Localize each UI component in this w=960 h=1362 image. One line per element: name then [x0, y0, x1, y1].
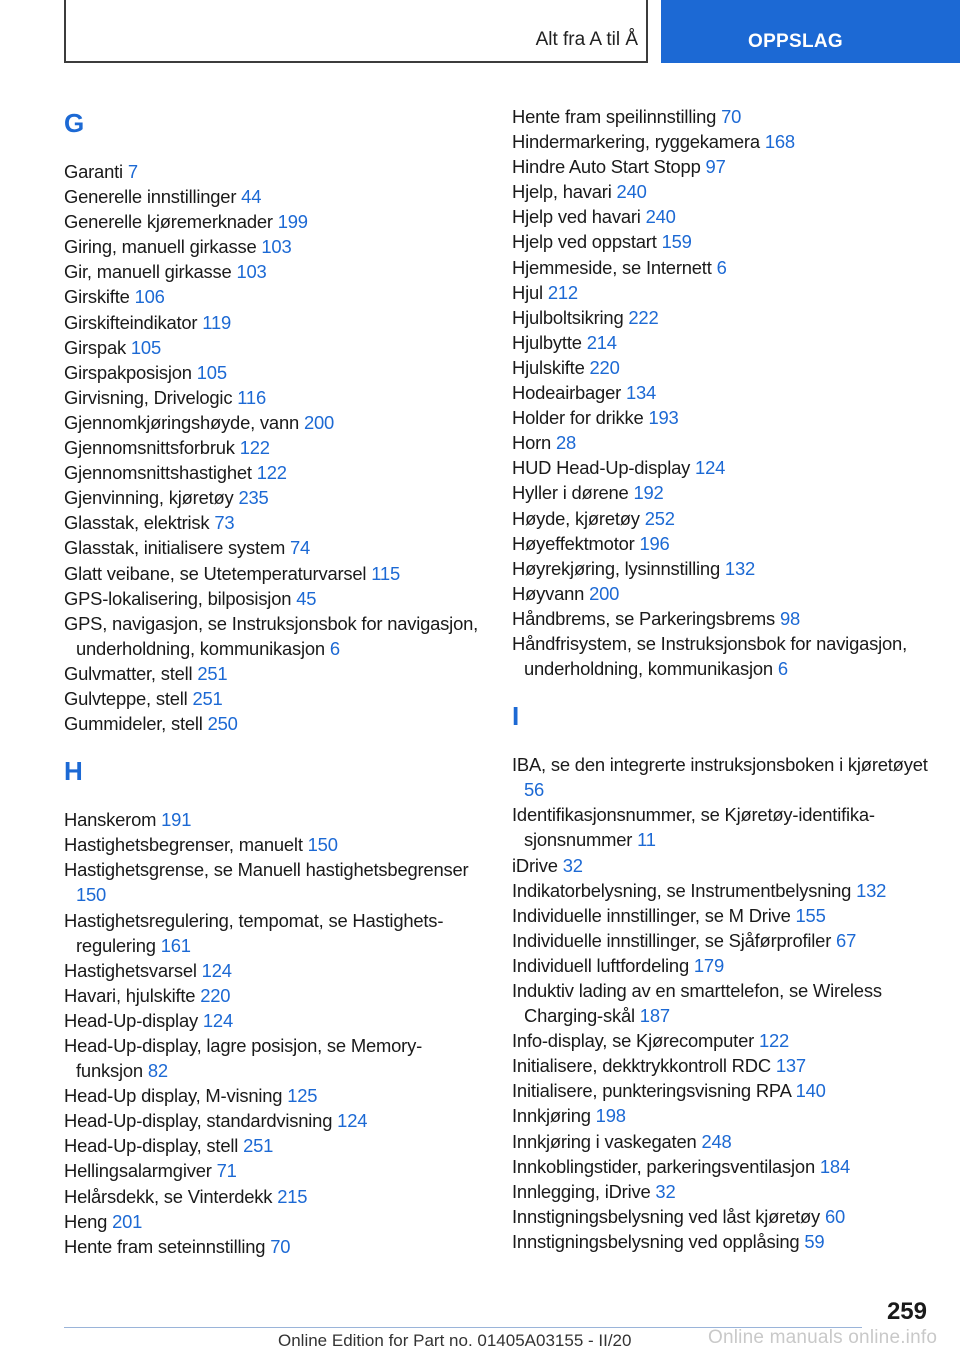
index-entry-text: Head-Up-display, standardvisning — [64, 1110, 333, 1132]
index-entry — [512, 1103, 930, 1128]
index-entry-text: Horn — [512, 432, 552, 454]
index-entry — [64, 1158, 482, 1183]
index-entry — [512, 1129, 930, 1154]
index-entry-text: Info-display, se Kjørecomputer — [512, 1030, 755, 1052]
index-entry — [64, 1234, 482, 1259]
index-entry-text: Høyeffektmotor — [512, 532, 635, 554]
index-entry — [512, 752, 930, 802]
page-reference-link[interactable]: 137 — [775, 1055, 806, 1077]
index-entry — [64, 435, 482, 460]
index-entry — [512, 953, 930, 978]
page-reference-link[interactable]: 214 — [586, 331, 617, 353]
index-entry-text: Giring, manuell girkasse — [64, 236, 257, 258]
page-reference-link[interactable]: 6 — [777, 658, 788, 680]
page-reference-link[interactable]: 199 — [277, 211, 308, 233]
index-entry — [512, 1229, 930, 1254]
index-entry — [64, 284, 482, 309]
page-reference-link[interactable]: 115 — [371, 562, 400, 584]
page-reference-link[interactable]: 240 — [645, 206, 676, 228]
page-reference-link[interactable]: 155 — [795, 904, 826, 926]
index-entry-text: Glatt veibane, se Utetemperaturvarsel — [64, 562, 367, 584]
page-reference-link[interactable]: 71 — [216, 1160, 237, 1182]
index-entry — [512, 978, 930, 1028]
index-entry-text: Hjul — [512, 281, 543, 303]
page-reference-link[interactable]: 105 — [196, 361, 227, 383]
index-entry-text: Girvisning, Drivelogic — [64, 386, 233, 408]
page-reference-link[interactable]: 200 — [589, 582, 620, 604]
index-entry-text: Hindre Auto Start Stopp — [512, 156, 701, 178]
page-reference-link[interactable]: 59 — [804, 1230, 825, 1252]
index-entry — [512, 330, 930, 355]
index-entry-text: Hjulbytte — [512, 331, 582, 353]
page-reference-link[interactable]: 161 — [160, 934, 191, 956]
index-entry-text: Gulvteppe, stell — [64, 687, 188, 709]
page-reference-link[interactable]: 6 — [716, 256, 727, 278]
index-entry — [64, 535, 482, 560]
index-entry-text: Gummideler, stell — [64, 713, 203, 735]
index-entry-text: Gjenvinning, kjøretøy — [64, 487, 234, 509]
page-reference-link[interactable]: 105 — [130, 336, 161, 358]
index-entry-text: Individuelle innstillinger, se Sjåførprofiler — [512, 929, 832, 951]
index-entry-text: Individuelle innstillinger, se M Drive — [512, 904, 791, 926]
page-reference-link[interactable]: 7 — [127, 161, 138, 182]
index-entry-text: Håndbrems, se Parkeringsbrems — [512, 607, 776, 629]
index-entry — [64, 1083, 482, 1108]
page-reference-link[interactable]: 132 — [724, 557, 756, 579]
index-entry-text: Hindermarkering, ryggekamera — [512, 131, 760, 153]
index-entry — [64, 410, 482, 435]
index-entry-text: GPS-lokalisering, bilposisjon — [64, 587, 292, 609]
index-entry-text: Initialisere, dekktrykkontroll RDC — [512, 1055, 771, 1077]
index-entry — [64, 686, 482, 711]
index-entry-text: Hjelp, havari — [512, 181, 612, 203]
index-entry-text: Hente fram seteinnstilling — [64, 1235, 266, 1257]
page-reference-link[interactable]: 70 — [721, 106, 742, 127]
page-reference-link[interactable]: 215 — [277, 1185, 308, 1207]
page-reference-link[interactable]: 74 — [290, 537, 311, 559]
index-entry — [512, 204, 930, 229]
index-entry — [512, 878, 930, 903]
index-entry-text: Hastighetsbegrenser, manuelt — [64, 834, 303, 856]
index-entry — [64, 209, 482, 234]
section-letter: I — [512, 701, 520, 732]
index-entry-text: Girskifteindikator — [64, 311, 198, 333]
index-entry — [512, 506, 930, 531]
index-entry — [512, 380, 930, 405]
page-reference-link[interactable]: 150 — [307, 834, 338, 856]
index-entry-text: Gjennomsnittsforbruk — [64, 437, 235, 459]
index-entry — [64, 1008, 482, 1033]
page-reference-link[interactable]: 122 — [239, 437, 270, 459]
index-entry-text: Gulvmatter, stell — [64, 662, 193, 684]
page-reference-link[interactable]: 159 — [661, 231, 692, 253]
page-reference-link[interactable]: 179 — [693, 954, 724, 976]
page-reference-link[interactable]: 45 — [296, 587, 317, 609]
page-reference-link[interactable]: 44 — [241, 186, 262, 208]
page-reference-link[interactable]: 98 — [779, 607, 800, 629]
index-entry — [512, 1028, 930, 1053]
index-entry-text: Hente fram speilinnstilling — [512, 106, 717, 127]
index-entry-text: Hjemmeside, se Internett — [512, 256, 712, 278]
index-entry-text: Hjulboltsikring — [512, 306, 624, 328]
index-entry-text: Girspak — [64, 336, 126, 358]
index-entry-text: Innkjøring — [512, 1105, 591, 1127]
index-entry — [64, 661, 482, 686]
index-entry — [64, 1209, 482, 1234]
index-entry-text: Head-Up-display, lagre posisjon, se Memory-funksjon — [64, 1035, 422, 1082]
index-entry-text: Generelle kjøremerknader — [64, 211, 273, 233]
index-entry — [512, 606, 930, 631]
index-entry-text: Girskifte — [64, 286, 130, 308]
page-reference-link[interactable]: 212 — [547, 281, 578, 303]
index-entry-text: Head-Up-display — [64, 1009, 198, 1031]
index-entry — [512, 255, 930, 280]
index-column-right — [512, 104, 930, 1254]
index-entry-text: Hastighetsregulering, tempomat, se Hastighetsregulering — [64, 909, 444, 956]
page-reference-link[interactable]: 119 — [202, 311, 231, 333]
index-entry-text: Head-Up display, M-visning — [64, 1085, 283, 1107]
page-reference-link[interactable]: 201 — [112, 1210, 143, 1232]
page-reference-link[interactable]: 124 — [201, 959, 232, 981]
index-entry-text: Gir, manuell girkasse — [64, 261, 232, 283]
index-entry — [512, 129, 930, 154]
section-letter: G — [64, 108, 85, 138]
section-letter: H — [64, 756, 83, 787]
page-reference-link[interactable]: 28 — [555, 432, 577, 454]
index-entry — [64, 485, 482, 510]
page-reference-link[interactable]: 134 — [625, 382, 657, 404]
index-entry — [64, 958, 482, 983]
index-entry-text: Høyrekjøring, lysinnstilling — [512, 557, 720, 579]
page-reference-link[interactable]: 240 — [616, 181, 647, 203]
index-entry — [64, 1108, 482, 1133]
page-reference-link[interactable]: 116 — [237, 386, 266, 408]
index-entry — [64, 1033, 482, 1083]
index-entry-text: Innstigningsbelysning ved låst kjøretøy — [512, 1205, 821, 1227]
index-entry-text: Høyvann — [512, 582, 585, 604]
index-entry — [512, 154, 930, 179]
index-entry-text: Høyde, kjøretøy — [512, 507, 640, 529]
index-entry — [512, 581, 930, 606]
page-reference-link[interactable]: 248 — [701, 1130, 732, 1152]
page-reference-link[interactable]: 140 — [795, 1080, 826, 1102]
index-entry-text: Innkoblingstider, parkeringsventilasjon — [512, 1155, 815, 1177]
index-entry — [64, 234, 482, 259]
index-entry-text: Heng — [64, 1210, 108, 1232]
page-reference-link[interactable]: 222 — [628, 306, 659, 328]
page-reference-link[interactable]: 251 — [197, 662, 228, 684]
index-entry — [512, 104, 930, 129]
index-entry — [512, 1053, 930, 1078]
page-reference-link[interactable]: 73 — [214, 512, 235, 534]
index-entry-text: iDrive — [512, 854, 558, 876]
index-entry — [512, 480, 930, 505]
index-entry-text: Holder for drikke — [512, 407, 644, 429]
index-entry — [64, 983, 482, 1008]
index-entry-text: IBA, se den integrerte instruksjonsboken i kjøretøyet — [512, 754, 928, 776]
index-entry — [64, 1184, 482, 1209]
index-entry — [512, 802, 930, 852]
page-reference-link[interactable]: 11 — [637, 829, 656, 851]
index-entry-text: Håndfrisystem, se Instruksjonsbok for navigasjon, underholdning, kommunikasjon — [512, 632, 907, 680]
index-entry-text: GPS, navigasjon, se Instruksjonsbok for navigasjon, underholdning, kommunikasjon — [64, 612, 479, 659]
section-tab[interactable] — [661, 0, 960, 63]
index-entry — [512, 928, 930, 953]
index-entry-text: Hjelp ved oppstart — [512, 231, 657, 253]
index-entry-text: Havari, hjulskifte — [64, 984, 196, 1006]
index-entry — [64, 586, 482, 611]
index-entry-text: Hjulskifte — [512, 356, 585, 378]
index-entry-text: Glasstak, elektrisk — [64, 512, 210, 534]
index-entry — [512, 853, 930, 878]
index-entry-text: Hjelp ved havari — [512, 206, 641, 228]
index-entry-text: Glasstak, initialisere system — [64, 537, 286, 559]
page-reference-link[interactable]: 252 — [644, 507, 675, 529]
index-entry-text: Hodeairbager — [512, 382, 622, 404]
page-reference-link[interactable]: 97 — [705, 156, 726, 178]
edition-note: Online Edition for Part no. 01405A03155 - II/20 — [278, 1331, 632, 1350]
page-reference-link[interactable]: 220 — [589, 356, 620, 378]
index-entry — [512, 455, 930, 480]
page-reference-link[interactable]: 251 — [243, 1135, 274, 1157]
index-entry — [64, 832, 482, 857]
index-entry-text: Hellingsalarmgiver — [64, 1160, 212, 1182]
page-reference-link[interactable]: 187 — [639, 1005, 670, 1027]
index-entry-text: Hyller i dørene — [512, 482, 629, 504]
index-entry — [64, 908, 482, 958]
index-entry-text: Induktiv lading av en smarttelefon, se Wireless Charging-skål — [512, 980, 882, 1027]
index-entry-text: Innstigningsbelysning ved opplåsing — [512, 1230, 800, 1252]
index-entry-text: Gjennomkjøringshøyde, vann — [64, 411, 300, 433]
page-reference-link[interactable]: 235 — [238, 487, 269, 509]
page-reference-link[interactable]: 198 — [595, 1105, 626, 1127]
index-entry-text: Garanti — [64, 161, 123, 182]
page-reference-link[interactable]: 125 — [287, 1085, 318, 1107]
index-entry — [512, 280, 930, 305]
index-entry-text: Initialisere, punkteringsvisning RPA — [512, 1080, 791, 1102]
page-reference-link[interactable]: 168 — [764, 131, 795, 153]
page-reference-link[interactable]: 67 — [836, 929, 857, 951]
page-reference-link[interactable]: 103 — [261, 236, 292, 258]
watermark: Online manuals online.info — [708, 1327, 938, 1348]
index-entry-text: Hastighetsvarsel — [64, 959, 197, 981]
index-entry — [512, 1078, 930, 1103]
index-entry-text: Helårsdekk, se Vinterdekk — [64, 1185, 273, 1207]
page-reference-link[interactable]: 70 — [270, 1235, 291, 1257]
page-reference-link[interactable]: 103 — [236, 261, 267, 283]
index-entry — [64, 1133, 482, 1158]
page-reference-link[interactable]: 82 — [147, 1060, 168, 1082]
index-entry — [512, 179, 930, 204]
page-reference-link[interactable]: 150 — [76, 884, 107, 906]
index-entry — [64, 159, 482, 184]
index-entry — [64, 335, 482, 360]
index-entry — [512, 405, 930, 430]
page-reference-link[interactable]: 56 — [524, 779, 545, 801]
index-entry-text: Gjennomsnittshastighet — [64, 462, 252, 484]
index-entry — [512, 903, 930, 928]
index-entry — [512, 1204, 930, 1229]
page-reference-link[interactable]: 196 — [639, 532, 670, 554]
page-reference-link[interactable]: 60 — [824, 1205, 846, 1227]
page-reference-link[interactable]: 200 — [303, 411, 335, 433]
page-reference-link[interactable]: 251 — [192, 687, 223, 709]
index-entry-text: HUD Head-Up-display — [512, 457, 691, 479]
index-column-left — [64, 100, 482, 1259]
section-tab-label: OPPSLAG — [747, 31, 843, 52]
index-entry — [64, 184, 482, 209]
index-entry — [512, 1154, 930, 1179]
index-entry-text: Identifikasjonsnummer, se Kjøretøy-identifikasjonsnummer — [512, 804, 876, 851]
page-reference-link[interactable]: 132 — [856, 879, 887, 901]
page-reference-link[interactable]: 124 — [695, 457, 726, 479]
index-entry — [512, 305, 930, 330]
index-entry-text: Hanskerom — [64, 809, 157, 831]
index-entry — [64, 385, 482, 410]
index-entry — [64, 460, 482, 485]
page-reference-link[interactable]: 6 — [329, 637, 340, 659]
header-frame — [64, 0, 648, 63]
index-entry — [64, 561, 482, 586]
index-entry — [64, 360, 482, 385]
index-entry-text: Individuell luftfordeling — [512, 954, 689, 976]
index-entry-text: Innkjøring i vaskegaten — [512, 1130, 697, 1152]
page-reference-link[interactable]: 122 — [758, 1030, 790, 1052]
page-reference-link[interactable]: 124 — [202, 1009, 233, 1031]
chapter-title: Alt fra A til Å — [535, 29, 638, 50]
page-reference-link[interactable]: 250 — [207, 713, 238, 735]
page-reference-link[interactable]: 32 — [562, 854, 583, 876]
index-entry — [64, 310, 482, 335]
index-entry — [512, 1179, 930, 1204]
index-entry-text: Generelle innstillinger — [64, 186, 237, 208]
index-entry-text: Girspakposisjon — [64, 361, 192, 383]
page-reference-link[interactable]: 184 — [819, 1155, 850, 1177]
page-reference-link[interactable]: 106 — [134, 286, 165, 308]
page-reference-link[interactable]: 32 — [655, 1180, 676, 1202]
index-entry — [64, 510, 482, 535]
page-reference-link[interactable]: 192 — [633, 482, 664, 504]
page-reference-link[interactable]: 193 — [648, 407, 679, 429]
page-reference-link[interactable]: 124 — [337, 1110, 368, 1132]
page-number: 259 — [886, 1298, 927, 1325]
index-entry — [512, 229, 930, 254]
index-entry — [64, 259, 482, 284]
index-entry — [64, 611, 482, 661]
page-reference-link[interactable]: 122 — [256, 462, 287, 484]
index-entry — [512, 355, 930, 380]
index-entry — [512, 631, 930, 681]
index-entry — [512, 556, 930, 581]
index-entry-text: Head-Up-display, stell — [64, 1135, 239, 1157]
page-reference-link[interactable]: 191 — [161, 809, 192, 831]
index-entry — [64, 807, 482, 832]
page-reference-link[interactable]: 220 — [200, 984, 231, 1006]
index-entry — [64, 711, 482, 736]
index-entry — [512, 531, 930, 556]
index-entry — [64, 857, 482, 907]
index-entry-text: Innlegging, iDrive — [512, 1180, 651, 1202]
index-entry-text: Hastighetsgrense, se Manuell hastighetsbegrenser — [64, 859, 469, 881]
index-entry-text: Indikatorbelysning, se Instrumentbelysning — [512, 879, 852, 901]
index-entry — [512, 430, 930, 455]
